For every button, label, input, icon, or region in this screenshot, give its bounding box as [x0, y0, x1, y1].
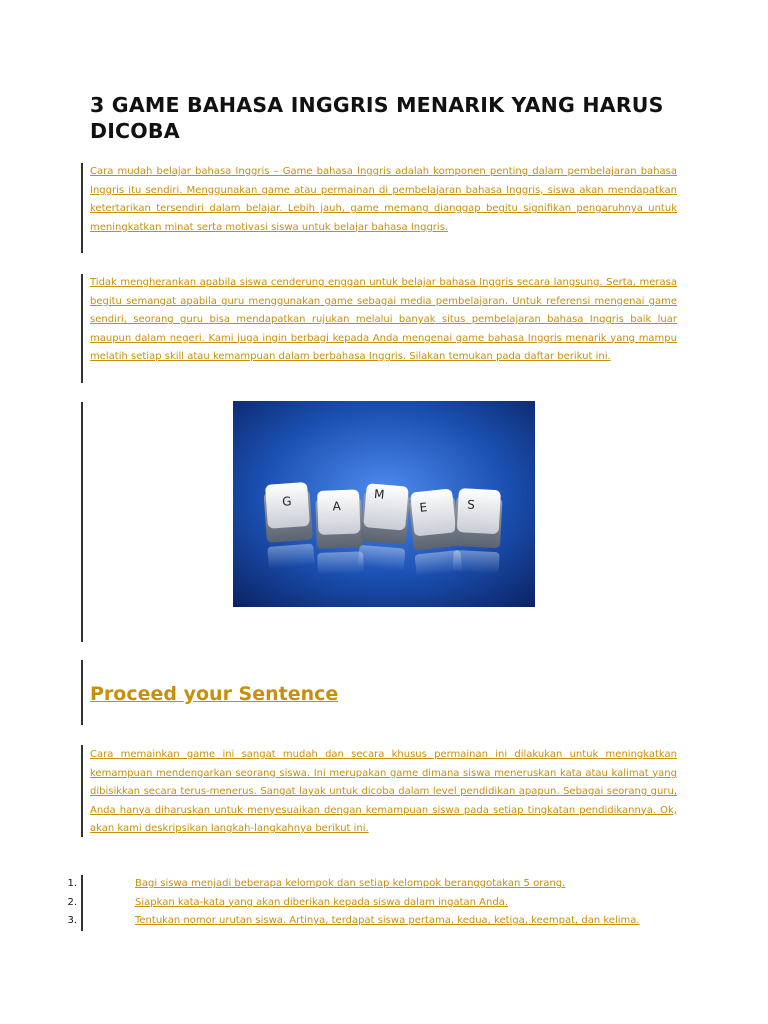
key-s-label: S — [466, 497, 476, 512]
second-paragraph[interactable]: Tidak mengherankan apabila siswa cenderung enggan untuk belajar bahasa Inggris secara langsung. Serta, merasa begitu semangat apabila guru menggunakan game sebagai media pembelajaran. Untuk referensi mengenai game sendiri, seorang guru bisa mendapatkan rujukan melalui banyak situs pembelajaran bahasa Inggris baik luar maupun dalam negeri. Kami juga ingin berbagi kepada Anda mengenai game bahasa Inggris menarik yang mampu melatih setiap skill atau kemampuan dalam berbahasa Inggris. Silakan temukan pada daftar berikut ini. — [90, 277, 677, 362]
list-item — [0, 875, 768, 894]
quote-bar — [81, 402, 83, 642]
list-item-text[interactable]: Tentukan nomor urutan siswa. Artinya, terdapat siswa pertama, kedua, ketiga, keempat, dan kelima. — [135, 915, 640, 926]
key-g — [263, 482, 315, 569]
steps-list — [0, 875, 768, 931]
quote-bar — [81, 163, 83, 253]
key-g-label: G — [281, 494, 292, 509]
quote-bar — [81, 660, 83, 725]
intro-paragraph[interactable]: Cara mudah belajar bahasa Inggris – Game bahasa Inggris adalah komponen penting dalam pembelajaran bahasa Inggris itu sendiri. Menggunakan game atau permainan di pembelajaran bahasa Inggris, siswa akan mendapatkan ketertarikan tersendiri dalam belajar. Lebih jauh, game memang dianggap begitu signifikan pengaruhnya untuk meningkatkan minat serta motivasi siswa untuk belajar bahasa Inggris. — [90, 166, 677, 233]
key-a-label: A — [332, 499, 342, 514]
list-item — [0, 912, 768, 931]
key-e-label: E — [418, 500, 428, 515]
key-m-label: M — [373, 486, 386, 502]
section-heading[interactable]: Proceed your Sentence — [90, 683, 339, 705]
key-a — [315, 489, 364, 575]
section-paragraph[interactable]: Cara memainkan game ini sangat mudah dan secara khusus permainan ini dilakukan untuk meningkatkan kemampuan mendengarkan seorang siswa. Ini merupakan game dimana siswa meneruskan kata atau kalimat yang dibisikkan secara terus-menerus. Sangat layak untuk dicoba dalam level pendidikan apapun. Sebagai seorang guru, Anda hanya diharuskan untuk menyesuaikan dengan kemampuan siswa pada setiap tingkatan pendidikannya. Ok, akan kami deskripsikan langkah-langkahnya berikut ini. — [90, 749, 677, 834]
games-keyboard-photo — [233, 401, 535, 607]
key-s — [453, 488, 503, 574]
list-item-text[interactable]: Siapkan kata-kata yang akan diberikan kepada siswa dalam ingatan Anda. — [135, 896, 508, 908]
list-item-number: 2. — [67, 896, 77, 908]
list-item-number: 1. — [67, 878, 77, 889]
page-title: 3 GAME BAHASA INGGRIS MENARIK YANG HARUS DICOBA — [90, 93, 664, 143]
list-item-number: 3. — [67, 915, 77, 926]
quote-bar — [81, 274, 83, 383]
quote-bar — [81, 745, 83, 837]
list-item — [0, 894, 768, 913]
key-m — [358, 483, 411, 571]
list-item-text[interactable]: Bagi siswa menjadi beberapa kelompok dan setiap kelompok beranggotakan 5 orang. — [135, 878, 566, 889]
